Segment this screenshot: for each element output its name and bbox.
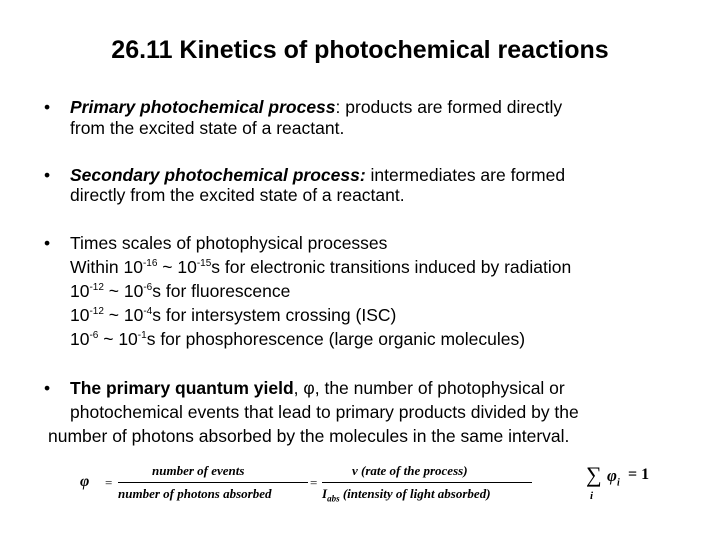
page-title: 26.11 Kinetics of photochemical reactions xyxy=(111,36,609,64)
bullet-primary: • xyxy=(44,97,51,117)
fraction1-denominator: number of photons absorbed xyxy=(118,486,272,501)
secondary-process-line2: directly from the excited state of a reactant. xyxy=(70,185,405,205)
secondary-process-desc: intermediates are formed xyxy=(365,165,566,185)
primary-process-desc: : products are formed directly xyxy=(335,97,563,117)
fraction2-numerator: v (rate of the process) xyxy=(352,463,468,478)
phi-symbol: φ xyxy=(80,473,90,490)
time-scale-row: $10^{-6}$ ~ $10^{-1}s$ for phosphorescence (large organic molecules) xyxy=(70,329,526,349)
phi-i-symbol: $\varphi_i$ xyxy=(607,466,620,489)
summation-symbol: ∑ xyxy=(586,462,602,487)
equals-sign-2: = xyxy=(310,475,318,490)
primary-process-line1 xyxy=(70,97,562,117)
time-scale-row: $10^{-12}$ ~ $10^{-6}s$ for fluorescence xyxy=(70,281,291,301)
fraction2-denominator: $I_{abs}$ (intensity of light absorbed) xyxy=(322,486,491,504)
time-scale-row: Within $10^{-16}$ ~ $10^{-15}s$ for electronic transitions induced by radiation xyxy=(70,257,572,277)
quantum-yield-line1 xyxy=(70,378,565,398)
sum-equals-one: = 1 xyxy=(628,466,650,483)
bullet-times: • xyxy=(44,233,51,253)
quantum-yield-line3: number of photons absorbed by the molecules in the same interval. xyxy=(48,426,570,446)
secondary-process-line1 xyxy=(70,165,565,185)
bullet-secondary: • xyxy=(44,165,51,185)
quantum-yield-line2: photochemical events that lead to primary products divided by the xyxy=(70,402,579,422)
bullet-quantum: • xyxy=(44,378,51,398)
fraction1-bar xyxy=(118,482,308,483)
fraction2-bar xyxy=(322,482,532,483)
quantum-yield-desc: , φ, the number of photophysical or xyxy=(293,378,565,398)
primary-process-term: Primary photochemical process xyxy=(70,97,336,117)
primary-process-line2: from the excited state of a reactant. xyxy=(70,118,345,138)
time-scales-heading: Times scales of photophysical processes xyxy=(70,233,388,253)
fraction1-numerator: number of events xyxy=(152,463,245,478)
equals-sign-1: = xyxy=(105,475,113,490)
quantum-yield-term: The primary quantum yield xyxy=(70,378,294,398)
time-scale-row: $10^{-12}$ ~ $10^{-4}s$ for intersystem crossing (ISC) xyxy=(70,305,397,325)
secondary-process-term: Secondary photochemical process: xyxy=(70,165,366,185)
summation-index: i xyxy=(590,490,594,502)
